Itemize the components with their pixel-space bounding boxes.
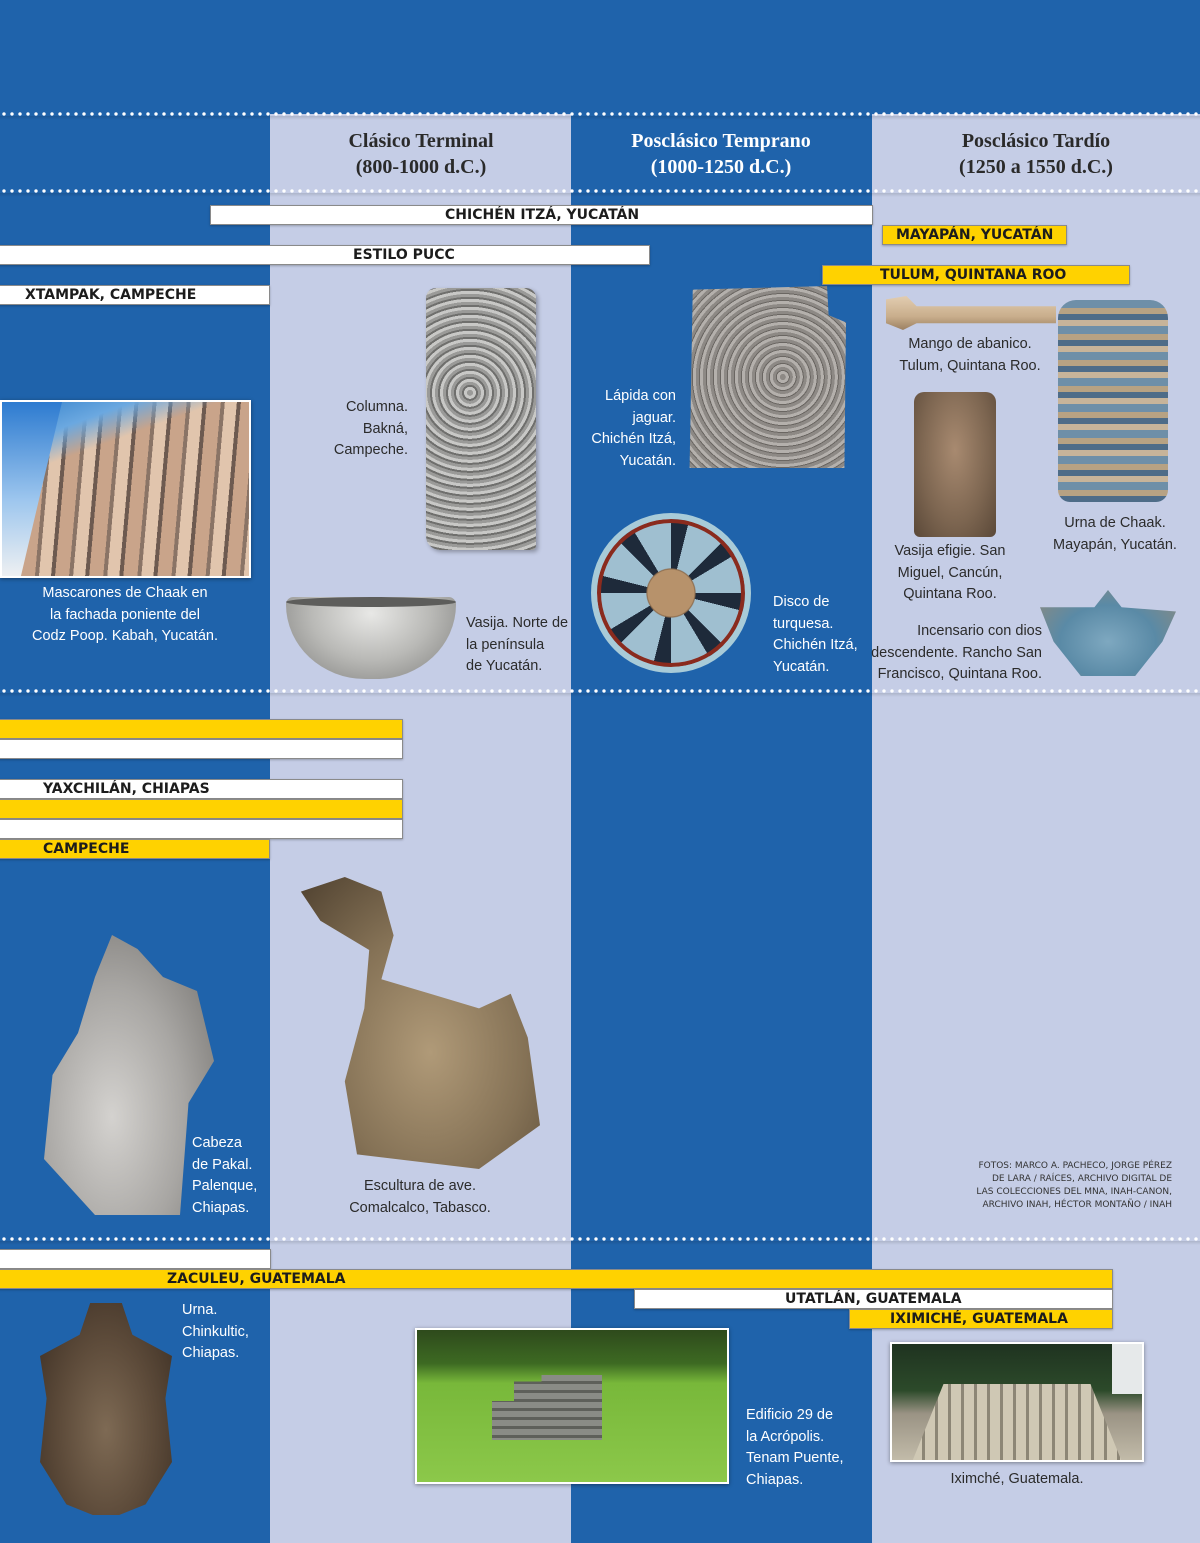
caption-incensario: Incensario con dios descendente. Rancho San Francisco, Quintana Roo. [871,623,1042,682]
period-name: Posclásico Temprano [631,130,811,152]
caption-urna-chinkultic: Urna. Chinkultic, Chiapas. [182,1302,249,1361]
divider-section-2 [0,689,1200,693]
bar-estilo-pucc: ESTILO PUCC [0,245,650,265]
bar-iximiche: IXIMICHÉ, GUATEMALA [849,1309,1113,1329]
iximche-photo [890,1342,1144,1462]
lapida-jaguar-image [688,286,846,468]
bar-yellow-unlabeled [0,719,403,739]
columna-bakna-image [426,288,536,550]
caption-ave: Escultura de ave. Comalcalco, Tabasco. [349,1178,491,1216]
bar-zaculeu: ZACULEU, GUATEMALA [0,1269,1113,1289]
urna-chaak-image [1058,300,1168,502]
photo-credits: FOTOS: MARCO A. PACHECO, JORGE PÉREZ DE LARA / RAÍCES, ARCHIVO DIGITAL DE LAS COLECCIONES DEL MNA, INAH-CANON, ARCHIVO INAH, HÉCTOR MONTAÑO / INAH [976,1161,1172,1210]
bar-tulum: TULUM, QUINTANA ROO [822,265,1130,285]
bar-campeche: CAMPECHE [0,839,270,859]
bar-utatlan: UTATLÁN, GUATEMALA [634,1289,1113,1309]
period-range: (1250 a 1550 d.C.) [959,156,1113,178]
caption-vasija-efigie: Vasija efigie. San Miguel, Cancún, Quintana Roo. [894,543,1006,602]
bar-white-unlabeled [0,1249,271,1269]
divider-header [0,189,1200,193]
divider-top [0,112,1200,116]
period-header [271,128,571,180]
bar-yellow-unlabeled [0,799,403,819]
bar-mayapan: MAYAPÁN, YUCATÁN [882,225,1067,245]
caption-disco: Disco de turquesa. Chichén Itzá, Yucatán. [773,594,858,675]
divider-section-3 [0,1237,1200,1241]
caption-pakal: Cabeza de Pakal. Palenque, Chiapas. [192,1135,258,1216]
caption-edificio-29: Edificio 29 de la Acrópolis. Tenam Puente, Chiapas. [746,1407,844,1488]
bar-yaxchilan: YAXCHILÁN, CHIAPAS [0,779,403,799]
bar-xtampak: XTAMPAK, CAMPECHE [0,285,270,305]
caption-mango: Mango de abanico. Tulum, Quintana Roo. [899,336,1041,374]
caption-vasija: Vasija. Norte de la península de Yucatán. [466,615,569,674]
period-name: Clásico Terminal [348,130,494,152]
period-name: Posclásico Tardío [961,130,1111,152]
disco-turquesa-image [591,513,751,673]
vasija-efigie-image [914,392,996,537]
caption-iximche: Iximché, Guatemala. [950,1471,1084,1487]
period-range: (800-1000 d.C.) [355,156,487,178]
caption-urna-chaak: Urna de Chaak. Mayapán, Yucatán. [1053,515,1177,553]
bar-white-unlabeled [0,819,403,839]
period-header [571,128,871,180]
edificio-29-photo [415,1328,729,1484]
caption-mascarones: Mascarones de Chaak en la fachada poniente del Codz Poop. Kabah, Yucatán. [32,585,218,644]
period-header [886,128,1186,180]
caption-lapida: Lápida con jaguar. Chichén Itzá, Yucatán. [591,388,676,469]
mascarones-chaak-photo [0,400,251,578]
bar-white-unlabeled [0,739,403,759]
bar-chichen-itza: CHICHÉN ITZÁ, YUCATÁN [210,205,873,225]
period-range: (1000-1250 d.C.) [650,156,792,178]
caption-columna: Columna. Bakná, Campeche. [333,399,408,458]
